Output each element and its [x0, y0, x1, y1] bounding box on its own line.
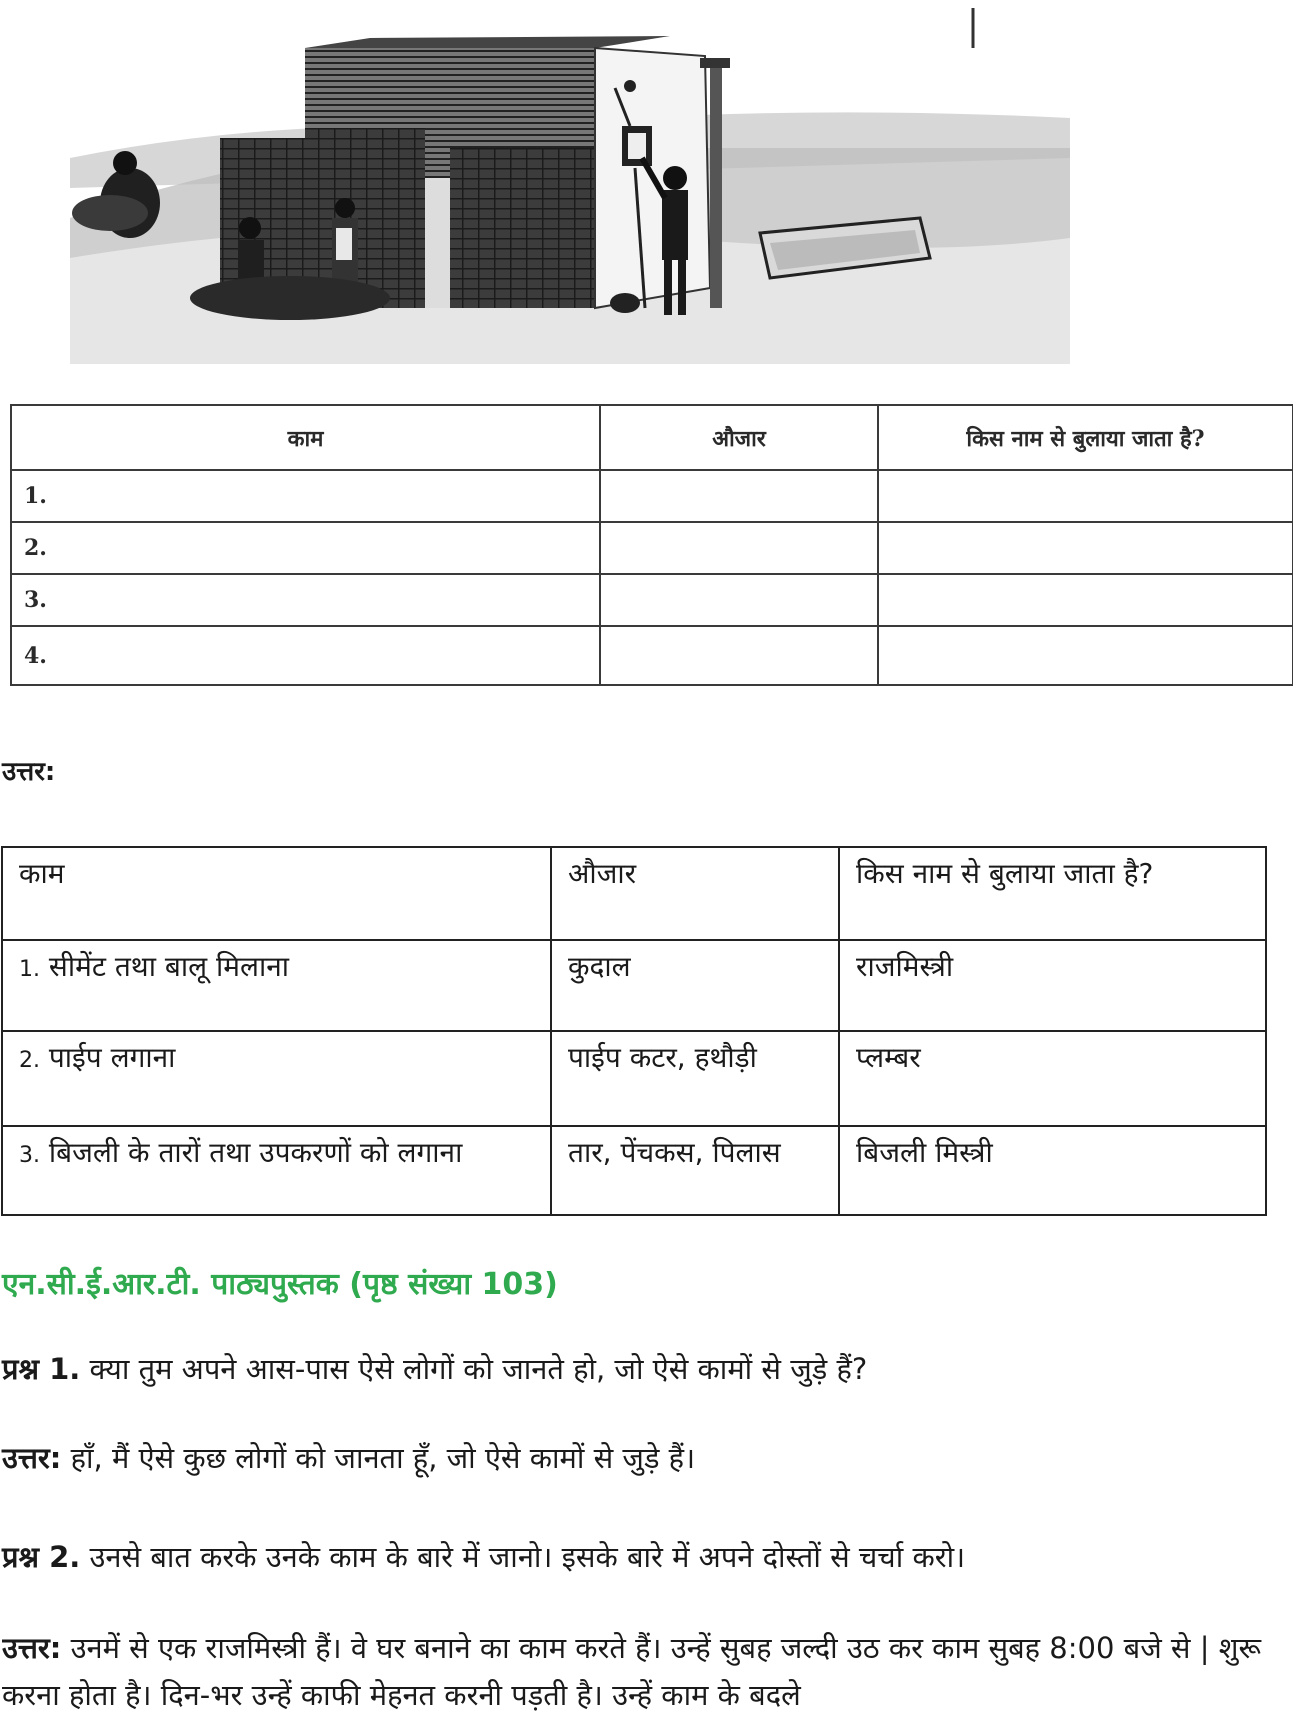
answer-1	[2, 1435, 1282, 1482]
answer-table	[1, 846, 1267, 1216]
header-work: काम	[2, 847, 551, 940]
tool-cell: पाईप कटर, हथौड़ी	[551, 1031, 839, 1126]
table-row	[11, 522, 1293, 574]
header-tool: औजार	[551, 847, 839, 940]
empty-cell	[878, 574, 1293, 626]
row-number: 3.	[19, 1143, 40, 1168]
header-called-name: किस नाम से बुलाया जाता है?	[839, 847, 1266, 940]
table-row	[11, 470, 1293, 522]
row-number: 4.	[11, 626, 600, 685]
answer-table-header-row	[2, 847, 1266, 940]
question-1	[2, 1346, 1282, 1393]
question-text: क्या तुम अपने आस-पास ऐसे लोगों को जानते हो, जो ऐसे कामों से जुड़े हैं?	[89, 1352, 868, 1386]
question-label: प्रश्न 1.	[2, 1352, 81, 1386]
work-text: पाईप लगाना	[48, 1041, 176, 1074]
house-construction-illustration	[70, 8, 1070, 364]
answer-text: हाँ, मैं ऐसे कुछ लोगों को जानता हूँ, जो ऐसे कामों से जुड़े हैं।	[70, 1441, 696, 1475]
empty-cell	[600, 626, 878, 685]
work-cell	[2, 1031, 551, 1126]
header-tool: औजार	[600, 405, 878, 470]
question-2	[2, 1534, 1282, 1581]
textbook-table-header-row	[11, 405, 1293, 470]
answer-2	[2, 1625, 1282, 1713]
tool-cell: तार, पेंचकस, पिलास	[551, 1126, 839, 1215]
called-name-cell: राजमिस्त्री	[839, 940, 1266, 1031]
table-row	[2, 1031, 1266, 1126]
question-label: प्रश्न 2.	[2, 1540, 81, 1574]
table-row	[11, 574, 1293, 626]
empty-cell	[600, 522, 878, 574]
table-row	[11, 626, 1293, 685]
answer-text: उनमें से एक राजमिस्त्री हैं। वे घर बनाने का काम करते हैं। उन्हें सुबह जल्दी उठ कर काम सुबह 8:00 बजे से | शुरू करना होता है। दिन-भर उन्हें काफी मेहनत करनी पड़ती है। उन्हें काम के बदले	[2, 1631, 1261, 1712]
table-row	[2, 1126, 1266, 1215]
header-work: काम	[11, 405, 600, 470]
tool-cell: कुदाल	[551, 940, 839, 1031]
question-text: उनसे बात करके उनके काम के बारे में जानो। इसके बारे में अपने दोस्तों से चर्चा करो।	[89, 1540, 966, 1574]
empty-cell	[878, 626, 1293, 685]
row-number: 2.	[19, 1048, 40, 1073]
row-number: 1.	[11, 470, 600, 522]
section-heading: एन.सी.ई.आर.टी. पाठ्यपुस्तक (पृष्ठ संख्या 103)	[2, 1267, 558, 1302]
textbook-table	[10, 404, 1293, 686]
empty-cell	[878, 522, 1293, 574]
called-name-cell: प्लम्बर	[839, 1031, 1266, 1126]
work-text: सीमेंट तथा बालू मिलाना	[48, 950, 289, 983]
called-name-cell: बिजली मिस्त्री	[839, 1126, 1266, 1215]
answer-label: उत्तर:	[2, 757, 56, 787]
work-cell	[2, 1126, 551, 1215]
answer-label: उत्तर:	[2, 1441, 62, 1475]
work-text: बिजली के तारों तथा उपकरणों को लगाना	[48, 1136, 463, 1169]
empty-cell	[600, 470, 878, 522]
table-row	[2, 940, 1266, 1031]
header-called-name: किस नाम से बुलाया जाता है?	[878, 405, 1293, 470]
row-number: 1.	[19, 957, 40, 982]
empty-cell	[878, 470, 1293, 522]
empty-cell	[600, 574, 878, 626]
answer-label: उत्तर:	[2, 1631, 62, 1665]
work-cell	[2, 940, 551, 1031]
row-number: 3.	[11, 574, 600, 626]
row-number: 2.	[11, 522, 600, 574]
